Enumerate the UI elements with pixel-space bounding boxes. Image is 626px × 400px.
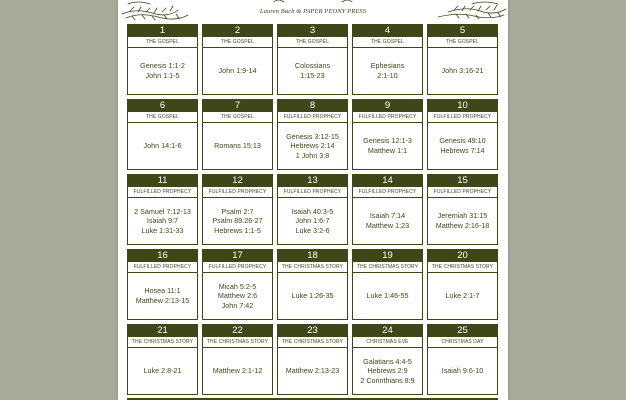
scripture-references — [128, 123, 197, 169]
scripture-references — [203, 48, 272, 94]
day-number: 16 — [128, 250, 197, 262]
day-theme: THE CHRISTMAS STORY — [128, 337, 197, 348]
scripture-reference: Psalm 2:7 — [221, 206, 254, 216]
scripture-reference: Micah 5:2-5 — [218, 281, 257, 291]
scripture-reference: Hosea 11:1 — [144, 286, 181, 296]
day-number: 21 — [128, 325, 197, 337]
day-theme: THE GOSPEL — [128, 112, 197, 123]
day-theme: FULFILLED PROPHECY — [428, 187, 497, 198]
scripture-references — [278, 348, 347, 394]
scripture-reference: Genesis 12:1-3 — [363, 136, 412, 146]
scripture-reference: Luke 1:46-55 — [366, 291, 409, 301]
scripture-references — [203, 123, 272, 169]
scripture-reference: John 14:1-6 — [143, 141, 182, 151]
scripture-reference: Luke 3:2-6 — [295, 225, 330, 235]
day-cell-9 — [352, 99, 423, 170]
day-cell-6 — [127, 99, 198, 170]
day-number: 13 — [278, 175, 347, 187]
day-number: 14 — [353, 175, 422, 187]
day-number: 19 — [353, 250, 422, 262]
day-cell-15 — [427, 174, 498, 245]
credit-line: Lauren Bach & PAPER PEONY PRESS — [259, 8, 367, 15]
scripture-reference: Isaiah 9:6-10 — [441, 366, 484, 376]
scripture-reference: 1:15-23 — [300, 71, 325, 80]
scripture-reference: Luke 2:1-7 — [445, 291, 480, 301]
day-cell-7 — [202, 99, 273, 170]
day-theme: THE GOSPEL — [203, 112, 272, 123]
scripture-reference: Hebrews 1:1-5 — [214, 225, 261, 235]
day-theme: THE CHRISTMAS STORY — [278, 337, 347, 348]
scripture-references — [428, 198, 497, 244]
day-cell-20 — [427, 249, 498, 320]
day-theme: FULFILLED PROPHECY — [203, 262, 272, 273]
day-theme: THE GOSPEL — [428, 37, 497, 48]
scripture-references — [128, 48, 197, 94]
scripture-reference: Isaiah 7:14 — [369, 211, 406, 221]
day-theme: FULFILLED PROPHECY — [353, 112, 422, 123]
scripture-references — [353, 198, 422, 244]
day-cell-16 — [127, 249, 198, 320]
scripture-reference: Matthew 2:1-12 — [212, 366, 263, 376]
scripture-reference: Isaiah 40:3-5 — [291, 206, 334, 216]
scripture-reference: John 1:9-14 — [218, 66, 257, 76]
scripture-references — [203, 198, 272, 244]
day-theme: THE GOSPEL — [353, 37, 422, 48]
scripture-reference: 2:1-10 — [377, 71, 398, 80]
scripture-reference: Hebrews 2:9 — [367, 366, 408, 376]
day-number: 24 — [353, 325, 422, 337]
scripture-reference: 1 John 3:8 — [295, 150, 330, 160]
scripture-reference: Genesis 49:10 — [439, 136, 486, 146]
day-number: 23 — [278, 325, 347, 337]
day-number: 11 — [128, 175, 197, 187]
scripture-references — [278, 48, 347, 94]
day-cell-8 — [277, 99, 348, 170]
scripture-references — [428, 123, 497, 169]
scripture-references — [203, 348, 272, 394]
scripture-reference: Luke 2:8-21 — [143, 366, 182, 376]
day-number: 5 — [428, 25, 497, 37]
scripture-references — [353, 348, 422, 394]
scripture-reference: Luke 1:26-35 — [291, 291, 334, 301]
day-theme: FULFILLED PROPHECY — [278, 112, 347, 123]
day-cell-22 — [202, 324, 273, 395]
scripture-reference: Hebrews 7:14 — [440, 146, 485, 155]
scripture-reference: Isaiah 9:7 — [146, 216, 179, 226]
day-cell-25 — [427, 324, 498, 395]
scripture-reference: Psalm 89:26-27 — [212, 216, 263, 226]
scripture-reference: Matthew 2:6 — [217, 291, 258, 301]
day-cell-21 — [127, 324, 198, 395]
scripture-references — [353, 273, 422, 319]
day-number: 1 — [128, 25, 197, 37]
day-cell-19 — [352, 249, 423, 320]
day-cell-1 — [127, 24, 198, 95]
scripture-references — [278, 123, 347, 169]
scripture-reference: Galatians 4:4-5 — [363, 356, 412, 366]
scripture-references — [278, 198, 347, 244]
day-number: 6 — [128, 100, 197, 112]
scripture-references — [353, 48, 422, 94]
day-theme: THE CHRISTMAS STORY — [278, 262, 347, 273]
scripture-reference: John 3:16-21 — [441, 66, 484, 76]
scripture-reference: John 7:42 — [221, 300, 254, 310]
scripture-references — [353, 123, 422, 169]
day-theme: FULFILLED PROPHECY — [428, 112, 497, 123]
day-number: 3 — [278, 25, 347, 37]
day-theme: CHRISTMAS DAY — [428, 337, 497, 348]
scripture-reference: Matthew 1:23 — [365, 221, 410, 230]
scripture-references — [278, 273, 347, 319]
day-theme: FULFILLED PROPHECY — [128, 187, 197, 198]
scripture-reference: 2 Corinthians 8:9 — [360, 375, 415, 385]
day-cell-17 — [202, 249, 273, 320]
scripture-reference: Romans 15:13 — [214, 141, 261, 151]
scripture-reference: Matthew 2:13-23 — [285, 366, 340, 376]
day-number: 20 — [428, 250, 497, 262]
scripture-references — [128, 273, 197, 319]
scripture-references — [428, 273, 497, 319]
day-cell-12 — [202, 174, 273, 245]
day-theme: FULFILLED PROPHECY — [353, 187, 422, 198]
scripture-references — [128, 348, 197, 394]
scripture-reference: Jeremiah 31:15 — [437, 211, 488, 221]
calendar-grid — [127, 24, 498, 395]
scripture-reference: John 1:1-5 — [145, 71, 180, 80]
day-number: 8 — [278, 100, 347, 112]
scripture-reference: 2 Samuel 7:12-13 — [134, 206, 191, 216]
reading-plan-page — [118, 0, 508, 400]
day-theme: FULFILLED PROPHECY — [128, 262, 197, 273]
scripture-references — [203, 273, 272, 319]
day-cell-4 — [352, 24, 423, 95]
day-cell-23 — [277, 324, 348, 395]
day-theme: FULFILLED PROPHECY — [203, 187, 272, 198]
scripture-reference: Genesis 3:12-15 — [286, 131, 339, 141]
day-theme: THE GOSPEL — [128, 37, 197, 48]
scripture-reference: Ephesians — [370, 61, 405, 71]
scripture-reference: Genesis 1:1-2 — [140, 61, 185, 71]
day-cell-13 — [277, 174, 348, 245]
scripture-references — [428, 348, 497, 394]
day-theme: THE GOSPEL — [203, 37, 272, 48]
day-cell-2 — [202, 24, 273, 95]
scripture-references — [428, 48, 497, 94]
day-cell-5 — [427, 24, 498, 95]
scripture-reference: John 1:6-7 — [295, 216, 330, 226]
scripture-reference: Colossians — [294, 61, 331, 71]
day-number: 25 — [428, 325, 497, 337]
day-cell-14 — [352, 174, 423, 245]
day-number: 7 — [203, 100, 272, 112]
scripture-reference: Matthew 1:1 — [367, 146, 408, 155]
day-theme: THE CHRISTMAS STORY — [353, 262, 422, 273]
day-cell-11 — [127, 174, 198, 245]
day-cell-24 — [352, 324, 423, 395]
day-theme: THE CHRISTMAS STORY — [203, 337, 272, 348]
day-cell-3 — [277, 24, 348, 95]
day-number: 22 — [203, 325, 272, 337]
header-banner — [118, 0, 508, 22]
day-cell-18 — [277, 249, 348, 320]
day-number: 17 — [203, 250, 272, 262]
day-theme: CHRISTMAS EVE — [353, 337, 422, 348]
day-theme: THE CHRISTMAS STORY — [428, 262, 497, 273]
scripture-reference: Matthew 2:13-15 — [135, 296, 190, 305]
day-theme: FULFILLED PROPHECY — [278, 187, 347, 198]
scripture-reference: Matthew 2:16-18 — [435, 221, 490, 230]
day-number: 12 — [203, 175, 272, 187]
day-number: 9 — [353, 100, 422, 112]
scripture-reference: Luke 1:31-33 — [141, 225, 184, 235]
day-number: 15 — [428, 175, 497, 187]
day-number: 2 — [203, 25, 272, 37]
day-number: 18 — [278, 250, 347, 262]
scripture-reference: Hebrews 2:14 — [290, 141, 335, 151]
day-cell-10 — [427, 99, 498, 170]
day-theme: THE GOSPEL — [278, 37, 347, 48]
day-number: 10 — [428, 100, 497, 112]
scripture-references — [128, 198, 197, 244]
day-number: 4 — [353, 25, 422, 37]
